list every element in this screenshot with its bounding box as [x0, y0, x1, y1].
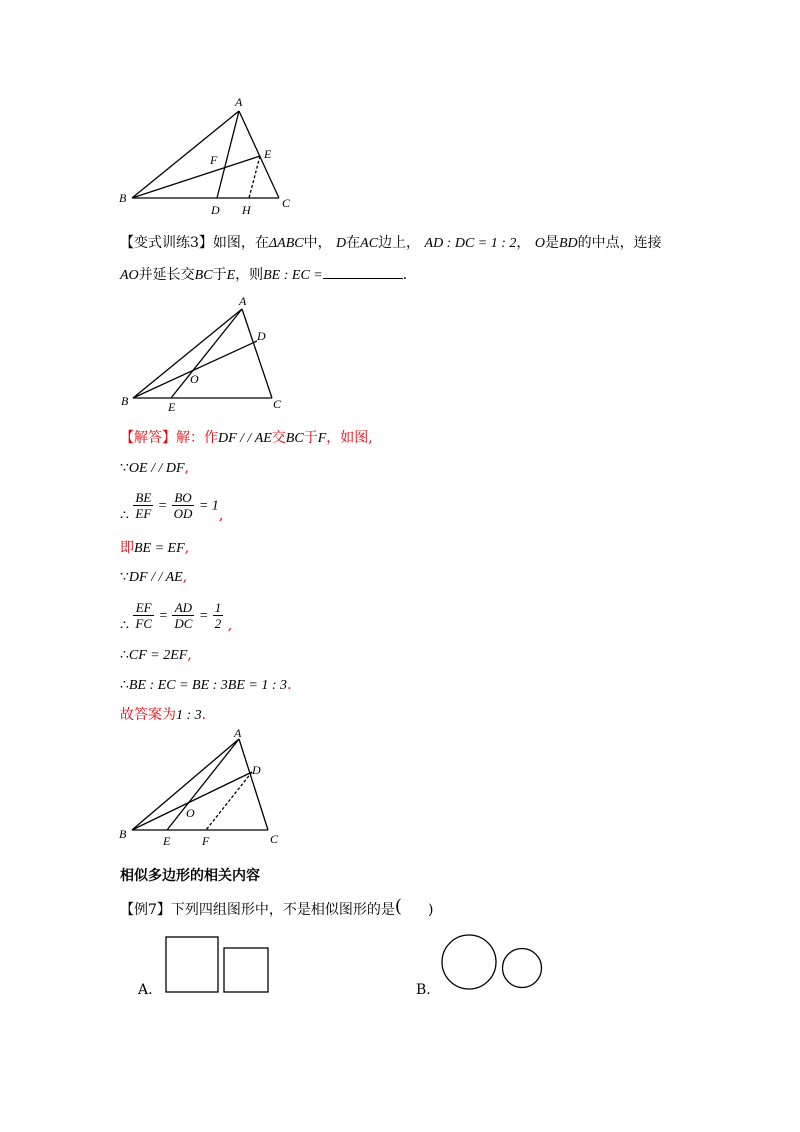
- fraction-ad-dc: $\frac{AD}{DC}$: [174, 600, 193, 631]
- fig1-label-d: D: [211, 203, 220, 217]
- fig2-label-c: C: [273, 397, 282, 411]
- example-7-question: 【例7】下列四组图形中，不是相似图形的是( ): [120, 896, 434, 918]
- solution-line-3: 即BE = EF,: [120, 540, 190, 556]
- fig3-label-o: O: [186, 806, 195, 820]
- section-heading: 相似多边形的相关内容: [120, 868, 260, 884]
- solution-line-5: ∴ $\frac{EF}{FC}$ = $\frac{AD}{DC}$ = $\frac{1}{2}$ ,: [120, 600, 233, 634]
- fraction-ef-fc: $\frac{EF}{FC}$: [135, 600, 152, 631]
- figure-1-triangle: [115, 92, 300, 217]
- small-square: [224, 948, 268, 992]
- exercise-3-line-1: 【变式训练3】如图，在ΔABC中， D在AC边上， AD : DC = 1 : 2， O是BD的中点，连接: [120, 235, 662, 251]
- figure-3-triangle: [115, 726, 295, 851]
- fig2-label-b: B: [121, 394, 129, 408]
- solution-answer: 故答案为1 : 3.: [120, 707, 207, 723]
- fig3-label-e: E: [163, 834, 171, 848]
- fraction-one-half: $\frac{1}{2}$: [214, 600, 222, 631]
- solution-line-6: ∴CF = 2EF,: [120, 647, 192, 663]
- option-a-label[interactable]: A.: [138, 982, 153, 998]
- fraction-be-ef: $\frac{BE}{EF}$: [135, 490, 152, 521]
- fig2-label-a: A: [239, 294, 247, 308]
- fig3-label-a: A: [234, 726, 242, 740]
- solution-line-1: ∵OE / / DF,: [120, 460, 189, 476]
- solution-line-2: ∴ $\frac{BE}{EF}$ = $\frac{BO}{OD}$ = 1,: [120, 490, 224, 524]
- fig1-label-h: H: [242, 203, 251, 217]
- fig1-label-e: E: [264, 147, 272, 161]
- fig2-label-o: O: [190, 372, 199, 386]
- figure-2-triangle: [115, 293, 295, 415]
- solution-line-4: ∵DF / / AE,: [120, 569, 188, 585]
- option-b-label[interactable]: B.: [416, 982, 431, 998]
- fig3-label-c: C: [270, 832, 279, 846]
- fig2-label-d: D: [257, 329, 266, 343]
- fig2-label-e: E: [168, 400, 176, 414]
- fig1-label-a: A: [235, 95, 243, 109]
- fig3-label-d: D: [252, 763, 261, 777]
- ratio-ad-dc: AD : DC = 1 : 2: [424, 236, 517, 251]
- option-b-circles: [436, 930, 548, 996]
- fig3-label-b: B: [119, 827, 127, 841]
- exercise-3-tag: 【变式训练3】: [120, 235, 213, 251]
- fig1-label-c: C: [282, 196, 291, 210]
- fig3-label-f: F: [202, 834, 210, 848]
- large-circle: [442, 935, 496, 989]
- large-square: [166, 937, 218, 992]
- option-a-squares: [160, 932, 275, 996]
- answer-blank: [323, 264, 403, 279]
- fraction-bo-od: $\frac{BO}{OD}$: [173, 490, 193, 521]
- exercise-3-line-2: AO并延长交BC于E，则BE : EC = .: [120, 264, 407, 286]
- solution-header: 【解答】解：作DF / / AE交BC于F，如图,: [120, 430, 373, 446]
- fig1-label-b: B: [119, 191, 127, 205]
- solution-line-7: ∴BE : EC = BE : 3BE = 1 : 3.: [120, 677, 292, 693]
- small-circle: [503, 949, 542, 988]
- fig1-label-f: F: [210, 153, 218, 167]
